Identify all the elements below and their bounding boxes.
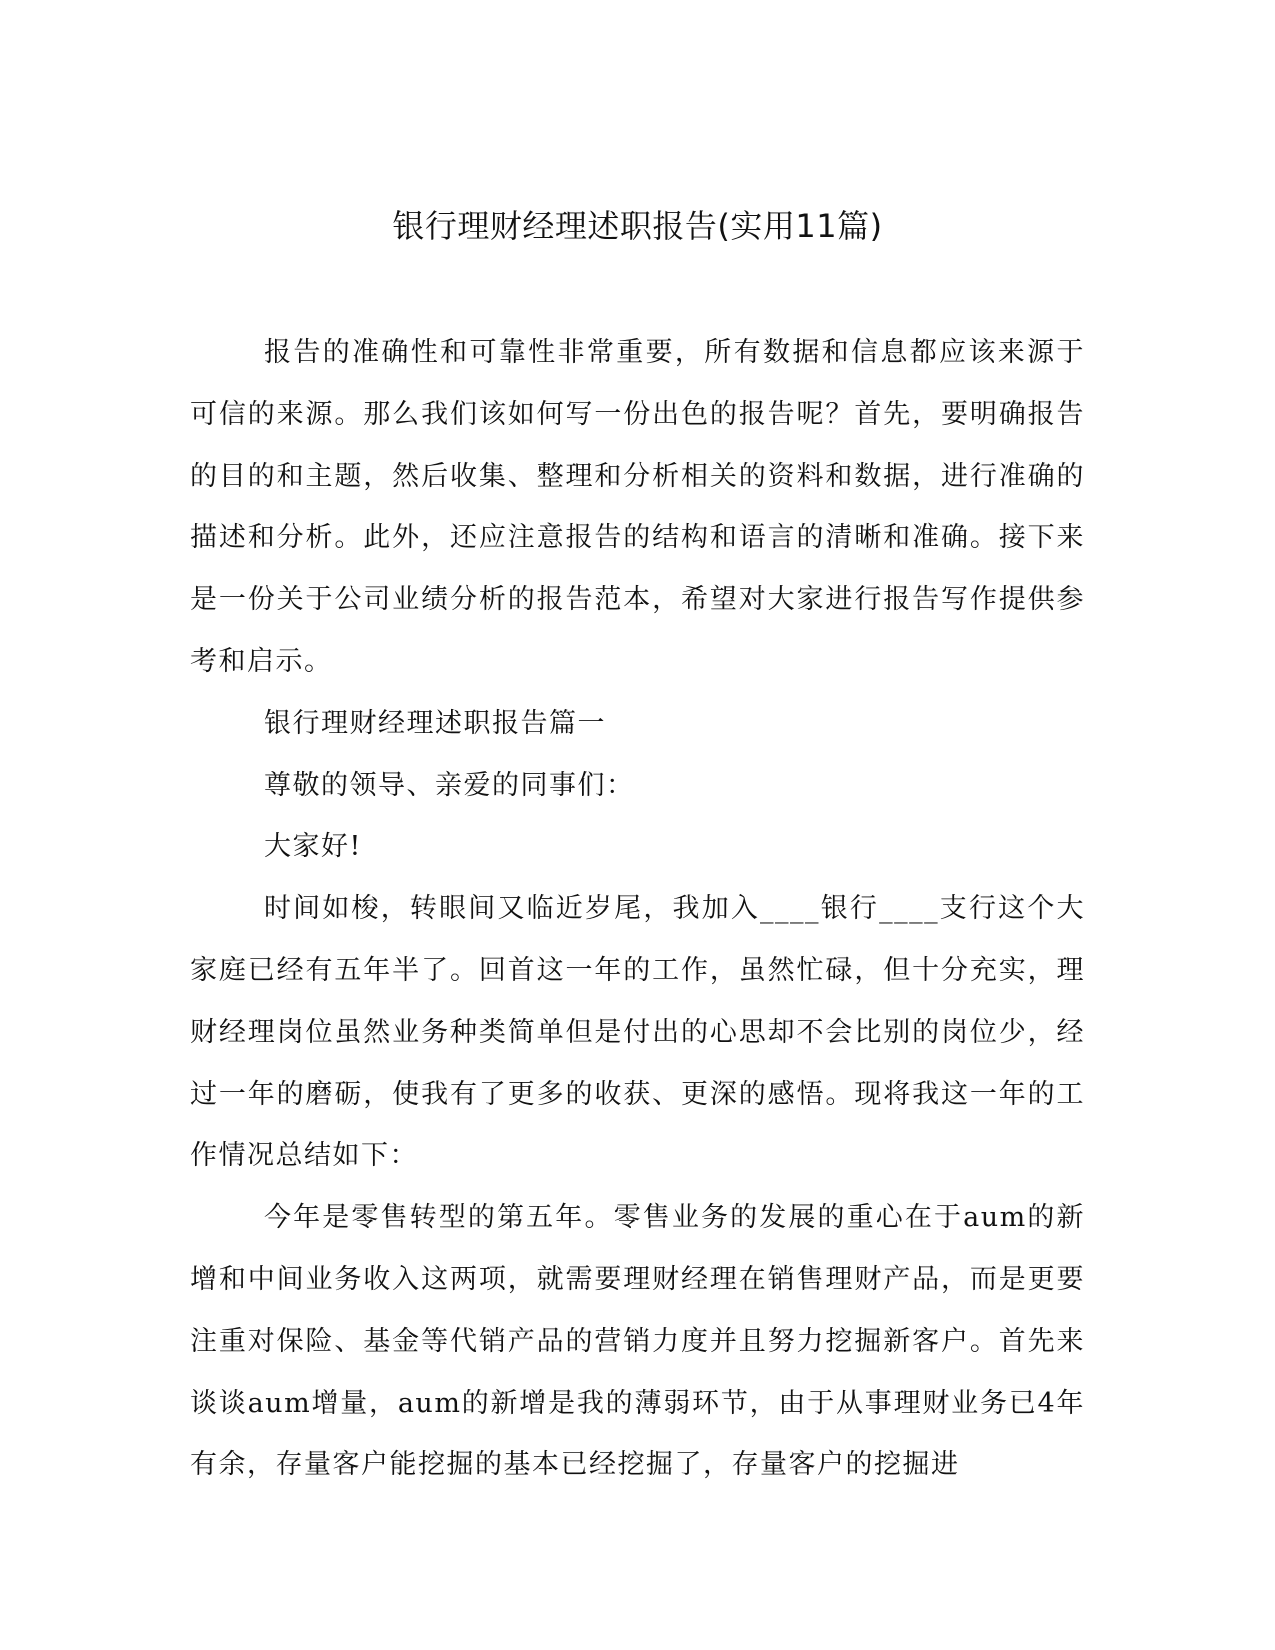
paragraph-section-heading: 银行理财经理述职报告篇一 (264, 707, 606, 739)
document-body (190, 322, 1085, 1496)
paragraph-greeting: 大家好! (264, 831, 362, 863)
paragraph-retail: 今年是零售转型的第五年。零售业务的发展的重心在于aum的新增和中间业务收入这两项，就需要理财经理在销售理财产品，而是更要注重对保险、基金等代销产品的营销力度并且努力挖掘新客户。首先来谈谈aum增量，aum的新增是我的薄弱环节，由于从事理财业务已4年有余，存量客户能挖掘的基本已经挖掘了，存量客户的挖掘进 (190, 1202, 1085, 1481)
paragraph-salutation: 尊敬的领导、亲爱的同事们： (264, 769, 635, 801)
paragraph-review: 时间如梭，转眼间又临近岁尾，我加入____银行____支行这个大家庭已经有五年半了。回首这一年的工作，虽然忙碌，但十分充实，理财经理岗位虽然业务种类简单但是付出的心思却不会比别的岗位少，经过一年的磨砺，使我有了更多的收获、更深的感悟。现将我这一年的工作情况总结如下： (190, 893, 1085, 1172)
paragraph-intro: 报告的准确性和可靠性非常重要，所有数据和信息都应该来源于可信的来源。那么我们该如何写一份出色的报告呢？首先，要明确报告的目的和主题，然后收集、整理和分析相关的资料和数据，进行准确的描述和分析。此外，还应注意报告的结构和语言的清晰和准确。接下来是一份关于公司业绩分析的报告范本，希望对大家进行报告写作提供参考和启示。 (190, 337, 1085, 677)
document-title: 银行理财经理述职报告(实用11篇) (392, 207, 883, 245)
